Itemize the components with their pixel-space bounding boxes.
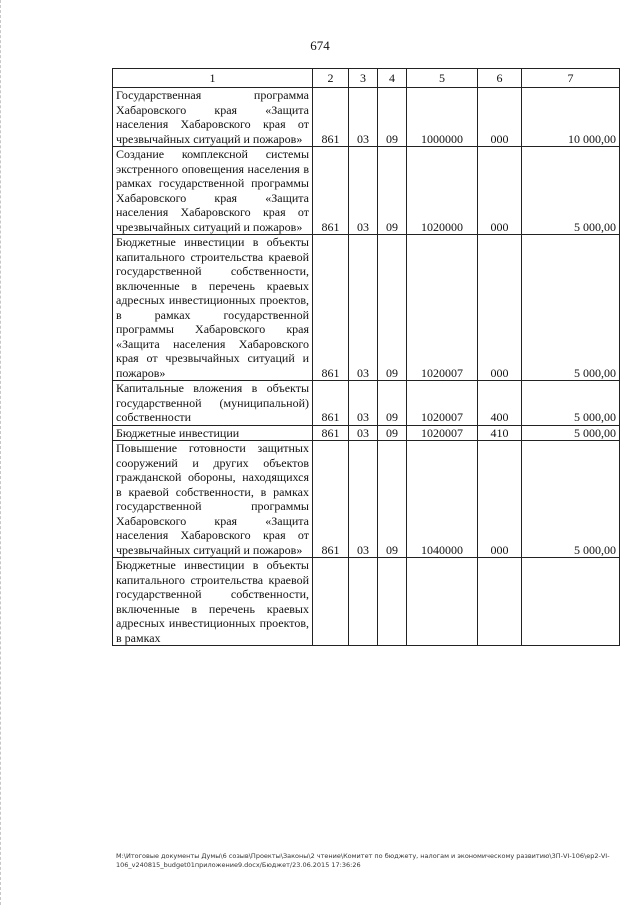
subsection-code-cell: 09: [378, 381, 407, 426]
expense-type-cell: 000: [478, 147, 522, 235]
amount-cell: 5 000,00: [522, 425, 620, 441]
target-article-cell: 1020007: [407, 425, 478, 441]
target-article-cell: 1020000: [407, 147, 478, 235]
table-row: [113, 425, 620, 441]
section-code-cell: 03: [349, 381, 378, 426]
target-article-cell: 1000000: [407, 88, 478, 147]
amount-cell: 5 000,00: [522, 381, 620, 426]
table-header-row: [113, 69, 620, 88]
section-code-cell: [349, 558, 378, 646]
subsection-code-cell: 09: [378, 88, 407, 147]
col-header: 1: [113, 69, 313, 88]
table-row: [113, 441, 620, 558]
row-name-cell: Капитальные вложения в объекты государственной (муниципальной) собственности: [113, 381, 313, 426]
ministry-code-cell: 861: [313, 147, 349, 235]
scan-edge: [0, 0, 7, 905]
subsection-code-cell: 09: [378, 147, 407, 235]
amount-cell: 10 000,00: [522, 88, 620, 147]
expense-type-cell: 400: [478, 381, 522, 426]
ministry-code-cell: 861: [313, 425, 349, 441]
ministry-code-cell: 861: [313, 88, 349, 147]
budget-table: [112, 68, 620, 646]
col-header: 7: [522, 69, 620, 88]
expense-type-cell: 000: [478, 441, 522, 558]
file-path-footer: M:\Итоговые документы Думы\6 созыв\Проекты\Законы\2 чтение\Комитет по бюджету, налогам и экономическому развитию\3П-VI-106\ер2-VI-106_v240815_budget01приложение9.docx/Бюджет/23.06.2015 17:36:26: [116, 852, 610, 869]
ministry-code-cell: [313, 558, 349, 646]
amount-cell: 5 000,00: [522, 147, 620, 235]
col-header: 3: [349, 69, 378, 88]
ministry-code-cell: 861: [313, 381, 349, 426]
table-row: [113, 88, 620, 147]
row-name-cell: Бюджетные инвестиции: [113, 425, 313, 441]
page-number: 674: [310, 38, 330, 53]
table-row: [113, 235, 620, 381]
ministry-code-cell: 861: [313, 235, 349, 381]
row-name-cell: Государственная программа Хабаровского края «Защита населения Хабаровского края от чрезвычайных ситуаций и пожаров»: [113, 88, 313, 147]
target-article-cell: 1040000: [407, 441, 478, 558]
col-header: 2: [313, 69, 349, 88]
subsection-code-cell: 09: [378, 235, 407, 381]
section-code-cell: 03: [349, 147, 378, 235]
table-row: [113, 381, 620, 426]
subsection-code-cell: 09: [378, 425, 407, 441]
section-code-cell: 03: [349, 235, 378, 381]
row-name-cell: Создание комплексной системы экстренного оповещения населения в рамках государственной программы Хабаровского края «Защита населения Хабаровского края от чрезвычайных ситуаций и пожаров»: [113, 147, 313, 235]
table-row: [113, 558, 620, 646]
expense-type-cell: 000: [478, 235, 522, 381]
row-name-cell: Повышение готовности защитных сооружений и других объектов гражданской обороны, находящихся в краевой собственности, в рамках государственной программы Хабаровского края «Защита населения Хабаровского края от чрезвычайных ситуаций и пожаров»: [113, 441, 313, 558]
row-name-cell: Бюджетные инвестиции в объекты капитального строительства краевой государственной собственности, включенные в перечень краевых адресных инвестиционных проектов, в рамках: [113, 558, 313, 646]
target-article-cell: [407, 558, 478, 646]
section-code-cell: 03: [349, 88, 378, 147]
subsection-code-cell: 09: [378, 441, 407, 558]
col-header: 4: [378, 69, 407, 88]
target-article-cell: 1020007: [407, 381, 478, 426]
amount-cell: 5 000,00: [522, 441, 620, 558]
col-header: 6: [478, 69, 522, 88]
expense-type-cell: 410: [478, 425, 522, 441]
expense-type-cell: [478, 558, 522, 646]
ministry-code-cell: 861: [313, 441, 349, 558]
expense-type-cell: 000: [478, 88, 522, 147]
amount-cell: 5 000,00: [522, 235, 620, 381]
amount-cell: [522, 558, 620, 646]
table-row: [113, 147, 620, 235]
subsection-code-cell: [378, 558, 407, 646]
target-article-cell: 1020007: [407, 235, 478, 381]
section-code-cell: 03: [349, 425, 378, 441]
col-header: 5: [407, 69, 478, 88]
row-name-cell: Бюджетные инвестиции в объекты капитального строительства краевой государственной собственности, включенные в перечень краевых адресных инвестиционных проектов, в рамках государственной программы Хабаровского края «Защита населения Хабаровского края от чрезвычайных ситуаций и пожаров»: [113, 235, 313, 381]
section-code-cell: 03: [349, 441, 378, 558]
